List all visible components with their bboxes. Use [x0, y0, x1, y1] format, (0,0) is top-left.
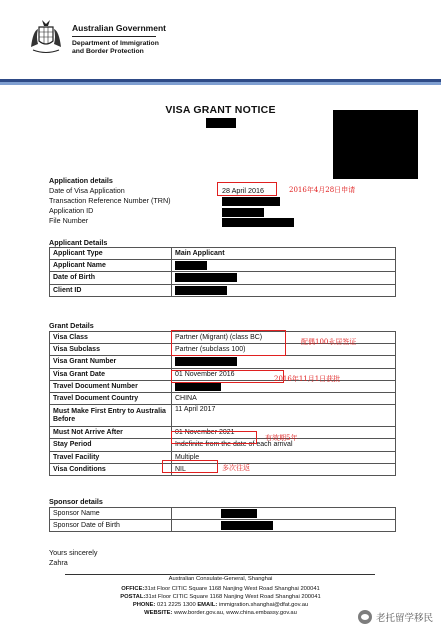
footer-postal-label: POSTAL: [120, 594, 146, 600]
row-value [172, 260, 396, 272]
department-line-2: and Border Protection [72, 48, 144, 55]
row-value: Indefinite from the date of each arrival [172, 439, 396, 451]
application-details-heading: Application details [49, 176, 113, 185]
row-value: Partner (subclass 100) [172, 344, 396, 356]
footer-office [0, 586, 441, 593]
table-row [50, 356, 396, 368]
table-row [50, 392, 396, 404]
redaction-block [206, 118, 236, 128]
application-date-label: Date of Visa Application [49, 186, 125, 195]
redaction-block [222, 197, 280, 206]
grant-details-heading: Grant Details [49, 321, 94, 330]
annotation-travel: 多次往返 [222, 464, 250, 472]
redaction-block [222, 218, 294, 227]
redaction-block [222, 208, 264, 217]
row-label: Applicant Type [50, 248, 172, 260]
row-value: Main Applicant [172, 248, 396, 260]
notice-title: VISA GRANT NOTICE [165, 104, 276, 116]
row-value [172, 272, 396, 284]
wechat-icon [358, 610, 372, 624]
redaction-block [333, 110, 418, 179]
row-label: Visa Grant Date [50, 368, 172, 380]
file-number-label: File Number [49, 216, 89, 225]
footer-contact [0, 602, 441, 609]
row-value: Multiple [172, 451, 396, 463]
row-value: NIL [172, 463, 396, 475]
watermark-text: 老托留学移民 [375, 613, 433, 624]
redaction-block [175, 382, 221, 391]
government-title: Australian Government [72, 23, 166, 33]
footer-office-value: 31st Floor CITIC Square 1168 Nanjing West Road Shanghai 200041 [144, 586, 320, 592]
department-name [72, 40, 159, 56]
row-value [172, 356, 396, 368]
annotation-application-date: 2016年4月28日申请 [289, 186, 356, 194]
application-date-value: 28 April 2016 [222, 186, 264, 195]
row-label: Stay Period [50, 439, 172, 451]
row-label: Date of Birth [50, 272, 172, 284]
highlight-box [171, 330, 286, 356]
highlight-box [162, 460, 218, 473]
table-row [50, 520, 396, 532]
annotation-visa-class: 配偶100永居签证 [301, 338, 357, 346]
redaction-block [175, 286, 227, 295]
row-value [172, 508, 396, 520]
annotation-validity: 有效期5年 [265, 434, 298, 442]
application-id-label: Application ID [49, 206, 94, 215]
footer-website-value: www.border.gov.au, www.china.embassy.gov.au [174, 610, 297, 616]
table-row [50, 405, 396, 427]
highlight-box [171, 431, 257, 444]
row-label: Must Not Arrive After [50, 427, 172, 439]
footer-email-value: immigration.shanghai@dfat.gov.au [218, 602, 309, 608]
row-value: 01 November 2021 [172, 427, 396, 439]
header-bar-accent [0, 82, 441, 85]
footer-postal [0, 594, 441, 601]
applicant-details-heading: Applicant Details [49, 238, 108, 247]
row-label: Applicant Name [50, 260, 172, 272]
footer-divider [65, 574, 375, 575]
table-row [50, 260, 396, 272]
table-row [50, 451, 396, 463]
row-label: Travel Document Number [50, 380, 172, 392]
row-value [172, 284, 396, 296]
row-value: 01 November 2016 [172, 368, 396, 380]
department-line-1: Department of Immigration [72, 40, 159, 47]
signatory-name: Zahra [49, 558, 68, 567]
table-row [50, 248, 396, 260]
highlight-box [217, 182, 277, 196]
table-row [50, 272, 396, 284]
row-label: Visa Conditions [50, 463, 172, 475]
table-row [50, 284, 396, 296]
footer-postal-value: 31st Floor CITIC Square 1168 Nanjing West Road Shanghai 200041 [145, 594, 321, 600]
footer-phone-label: PHONE: [132, 602, 156, 608]
footer-website-label: WEBSITE: [144, 610, 173, 616]
highlight-box [171, 370, 284, 383]
row-label: Client ID [50, 284, 172, 296]
row-label: Travel Facility [50, 451, 172, 463]
row-value [172, 520, 396, 532]
row-label: Visa Class [50, 332, 172, 344]
header-divider [72, 36, 156, 37]
row-value: 11 April 2017 [172, 405, 396, 427]
sponsor-table [49, 507, 396, 532]
row-label: Visa Subclass [50, 344, 172, 356]
redaction-block [175, 357, 237, 366]
trn-label: Transaction Reference Number (TRN) [49, 196, 171, 205]
footer-consulate: Australian Consulate-General, Shanghai [168, 576, 273, 582]
table-row [50, 508, 396, 520]
row-value: CHINA [172, 392, 396, 404]
row-label: Sponsor Name [50, 508, 172, 520]
row-label: Visa Grant Number [50, 356, 172, 368]
annotation-grant-date: 2016年11月1日获批 [274, 375, 341, 383]
redaction-block [221, 509, 257, 518]
redaction-block [175, 273, 237, 282]
coat-of-arms-icon [27, 17, 65, 57]
row-value: Partner (Migrant) (class BC) [172, 332, 396, 344]
redaction-block [221, 521, 273, 530]
applicant-table [49, 247, 396, 297]
sponsor-details-heading: Sponsor details [49, 497, 103, 506]
watermark [358, 610, 433, 624]
footer-office-label: OFFICE: [121, 586, 145, 592]
row-label: Travel Document Country [50, 392, 172, 404]
redaction-block [175, 261, 207, 270]
row-label: Sponsor Date of Birth [50, 520, 172, 532]
closing-salutation: Yours sincerely [49, 548, 98, 557]
footer-phone-value: 021 2225 1300 [157, 602, 196, 608]
row-label: Must Make First Entry to Australia Before [50, 405, 172, 427]
footer-email-label: EMAIL: [197, 602, 218, 608]
